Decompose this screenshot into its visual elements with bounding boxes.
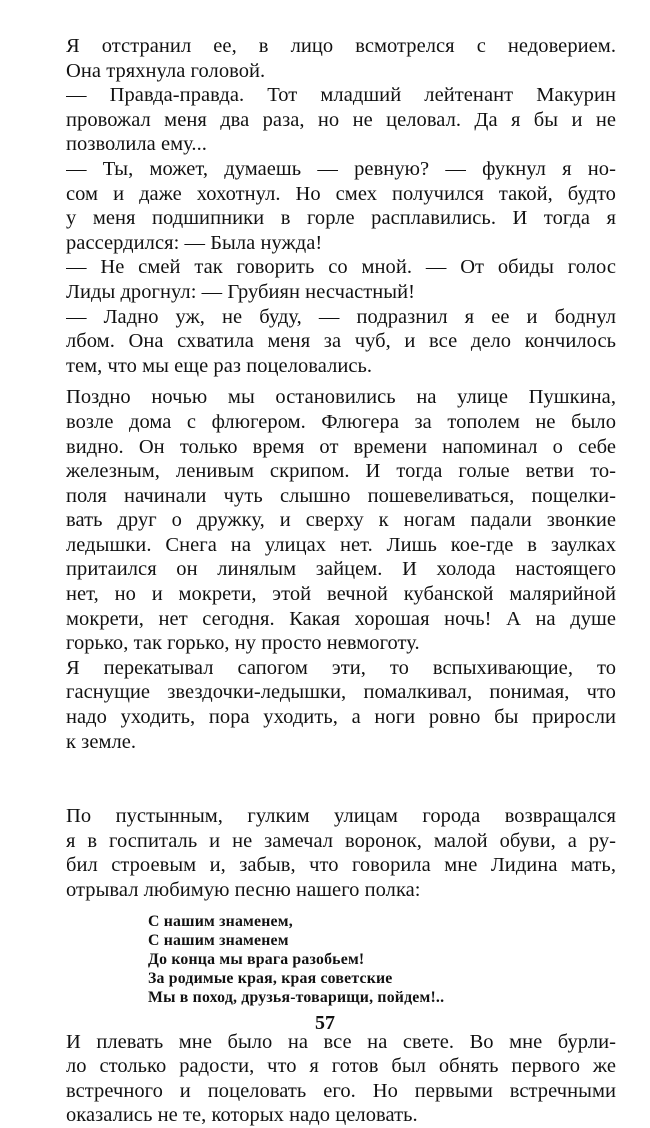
text-line: И плевать мне было на все на свете. Во мне бурли- xyxy=(66,1030,616,1053)
text-line: ло столько радости, что я готов был обнять первого же xyxy=(66,1055,616,1078)
paragraph-6 xyxy=(66,385,616,656)
text-line: горько, так горько, ну просто невмоготу. xyxy=(66,632,420,655)
text-line: По пустынным, гулким улицам города возвращался xyxy=(66,805,616,828)
text-line: железным, ленивым скрипом. И тогда голые ветви то- xyxy=(66,460,616,483)
text-line: бил строевым и, забыв, что говорила мне Лидина мать, xyxy=(66,854,616,877)
page-body xyxy=(66,34,616,1128)
text-line: — Не смей так говорить со мной. — От обиды голос xyxy=(66,256,616,279)
text-line: поля начинали чуть слышно пошевеливаться, пощелки- xyxy=(66,484,616,507)
text-line: лбом. Она схватила меня за чуб, и все дело кончилось xyxy=(66,330,616,353)
text-line: Я перекатывал сапогом эти, то вспыхивающие, то xyxy=(66,656,616,679)
text-line: тем, что мы еще раз поцеловались. xyxy=(66,354,373,377)
paragraph-3 xyxy=(66,157,616,255)
paragraph-4 xyxy=(66,255,616,304)
text-line: Лиды дрогнул: — Грубиян несчастный! xyxy=(66,280,416,303)
song-verse xyxy=(148,912,616,1008)
verse-line: С нашим знаменем, xyxy=(148,912,293,930)
verse-line: За родимые края, края советские xyxy=(148,970,393,988)
text-line: рассердился: — Была нужда! xyxy=(66,231,323,254)
text-line: возле дома с флюгером. Флюгера за тополем не было xyxy=(66,410,616,433)
text-line: нет, но и мокрети, этой вечной кубанской малярийной xyxy=(66,583,616,606)
text-line: к земле. xyxy=(66,730,137,753)
paragraph-5 xyxy=(66,305,616,379)
text-line: отрывал любимую песню нашего полка: xyxy=(66,879,421,901)
text-line: видно. Он только время от времени напоминал о себе xyxy=(66,435,616,458)
text-line: — Ты, может, думаешь — ревную? — фукнул я но- xyxy=(66,157,616,180)
section-break xyxy=(66,754,616,804)
paragraph-2 xyxy=(66,83,616,157)
paragraph-7 xyxy=(66,656,616,754)
paragraph-9 xyxy=(66,1030,616,1128)
text-line: гаснущие звездочки-ледышки, помалкивал, понимая, что xyxy=(66,681,616,704)
text-line: сом и даже хохотнул. Но смех получился такой, будто xyxy=(66,182,616,205)
paragraph-8 xyxy=(66,804,616,902)
paragraph-1 xyxy=(66,34,616,83)
text-line: вать друг о дружку, и сверху к ногам падали звонкие xyxy=(66,509,616,532)
text-line: мокрети, нет сегодня. Какая хорошая ночь! А на душе xyxy=(66,607,616,630)
text-line: позволила ему... xyxy=(66,133,207,156)
text-line: провожал меня два раза, но не целовал. Да я бы и не xyxy=(66,108,616,131)
verse-line: Мы в поход, друзья-товарищи, пойдем!.. xyxy=(148,989,445,1007)
text-line: притаился он линялым зайцем. И холода настоящего xyxy=(66,558,616,581)
verse-line: До конца мы врага разобьем! xyxy=(148,951,365,968)
text-line: ледышки. Снега на улицах нет. Лишь кое-где в заулках xyxy=(66,533,616,556)
text-line: — Ладно уж, не буду, — подразнил я ее и боднул xyxy=(66,305,616,328)
text-line: встречного и поцеловать его. Но первыми встречными xyxy=(66,1079,616,1102)
text-line: надо уходить, пора уходить, а ноги ровно бы приросли xyxy=(66,706,616,729)
text-line: Поздно ночью мы остановились на улице Пушкина, xyxy=(66,386,616,409)
verse-line: С нашим знаменем xyxy=(148,931,289,949)
text-line: у меня подшипники в горле расплавились. И тогда я xyxy=(66,207,616,230)
text-line: оказались не те, которых надо целовать. xyxy=(66,1104,418,1127)
text-line: я в госпиталь и не замечал воронок, малой обуви, а ру- xyxy=(66,829,616,852)
text-line: Она тряхнула головой. xyxy=(66,59,266,82)
page-number: 57 xyxy=(315,1012,335,1034)
text-line: Я отстранил ее, в лицо всмотрелся с недоверием. xyxy=(66,35,616,57)
text-line: — Правда-правда. Тот младший лейтенант Макурин xyxy=(66,84,616,107)
